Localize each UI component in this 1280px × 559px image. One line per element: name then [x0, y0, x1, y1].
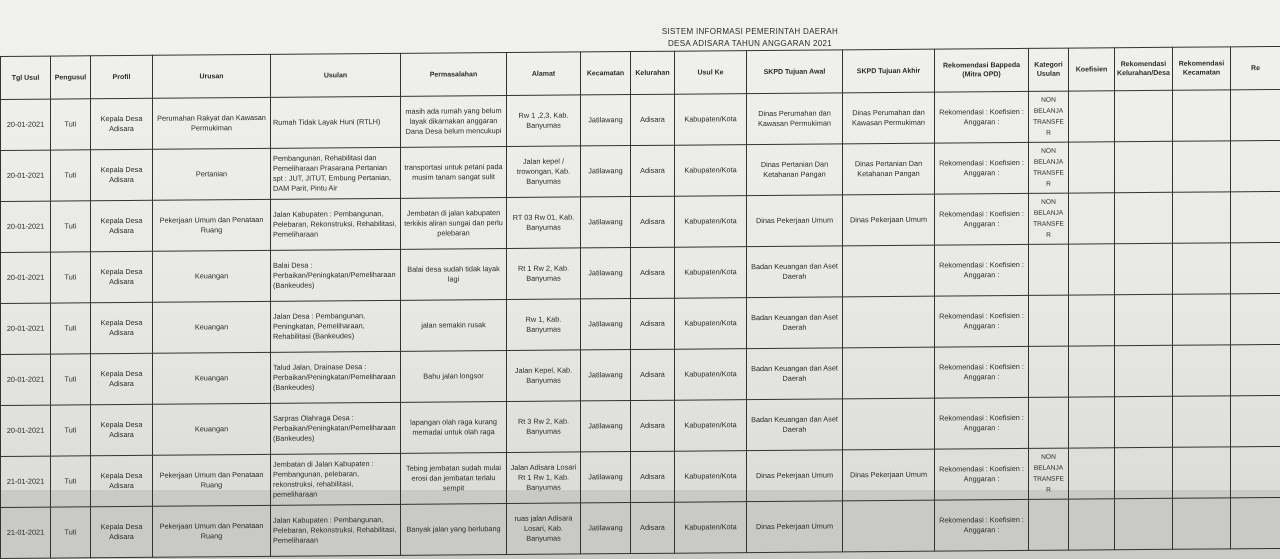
table-cell: Adisara — [631, 247, 675, 298]
table-cell: Jatilawang — [581, 503, 631, 554]
column-header: Rekomendasi Kelurahan/Desa — [1115, 47, 1173, 90]
table-cell: Keuangan — [153, 250, 271, 302]
table-cell: Adisara — [631, 502, 675, 553]
table-cell — [1231, 89, 1280, 140]
table-cell: Pekerjaan Umum dan Penataan Ruang — [153, 505, 271, 557]
table-cell: NON BELANJA TRANSFER — [1029, 193, 1069, 244]
table-cell: Adisara — [631, 298, 675, 349]
table-cell — [1069, 295, 1115, 346]
table-cell: Tuti — [51, 456, 91, 507]
column-header: Tgl Usul — [1, 56, 51, 99]
table-cell: Kepala Desa Adisara — [91, 455, 153, 506]
table-cell — [1231, 446, 1280, 497]
table-cell: Kabupaten/Kota — [675, 196, 747, 248]
title-line-1: SISTEM INFORMASI PEMERINTAH DAERAH — [560, 26, 940, 38]
table-cell: Kabupaten/Kota — [675, 247, 747, 299]
table-cell: Pertanian — [153, 148, 271, 200]
table-cell — [843, 347, 935, 399]
table-cell: Jalan Desa : Pembangunan, Peningkatan, Pemeliharaan, Rehabilitasi (Bankeudes) — [271, 300, 401, 352]
table-cell: Adisara — [631, 400, 675, 451]
table-cell: 20-01-2021 — [1, 303, 51, 354]
table-cell: Rw 1 ,2,3, Kab. Banyumas — [507, 95, 581, 147]
table-cell: Badan Keuangan dan Aset Daerah — [747, 399, 843, 451]
table-cell: Kabupaten/Kota — [675, 298, 747, 350]
table-cell: 21-01-2021 — [1, 456, 51, 507]
table-cell: Adisara — [631, 196, 675, 247]
table-cell — [1173, 90, 1231, 141]
table-cell: Kabupaten/Kota — [675, 94, 747, 146]
table-cell: Jatilawang — [581, 95, 631, 146]
table-cell: Tuti — [51, 201, 91, 252]
table-cell: Adisara — [631, 145, 675, 196]
column-header: Usul Ke — [675, 51, 747, 95]
table-cell — [1029, 397, 1069, 448]
table-cell: lapangan olah raga kurang memadai untuk olah raga — [401, 402, 507, 454]
table-cell: Jalan Kabupaten : Pembangunan, Pelebaran, Rekonstruksi, Rehabilitasi, Pemeliharaan — [271, 504, 401, 556]
column-header: Rekomendasi Kecamatan — [1173, 47, 1231, 90]
table-cell: Rt 1 Rw 2, Kab. Banyumas — [507, 248, 581, 300]
table-cell: Jatilawang — [581, 299, 631, 350]
table-cell: Tebing jembatan sudah mulai erosi dan jembatan terlalu sempit — [401, 453, 507, 505]
table-cell — [1231, 497, 1280, 548]
table-cell: Rumah Tidak Layak Huni (RTLH) — [271, 96, 401, 148]
table-cell — [1173, 243, 1231, 294]
table-cell: Kepala Desa Adisara — [91, 200, 153, 251]
table-cell: Dinas Perumahan dan Kawasan Permukiman — [843, 92, 935, 144]
table-cell: Tuti — [51, 507, 91, 558]
table-cell — [1069, 499, 1115, 550]
table-cell: Tuti — [51, 405, 91, 456]
table-cell: NON BELANJA TRANSFER — [1029, 448, 1069, 499]
table-cell — [1069, 244, 1115, 295]
table-cell — [1115, 192, 1173, 243]
table-cell: Pembangunan, Rehabilitasi dan Pemeliharaan Prasarana Pertanian spt : JUT, JITUT, Embung Pertanian, DAM Parit, Pintu Air — [271, 147, 401, 199]
table-cell: Dinas Pertanian Dan Ketahanan Pangan — [843, 143, 935, 195]
table-cell: ruas jalan Adisara Losari, Kab. Banyumas — [507, 503, 581, 555]
table-cell — [1069, 142, 1115, 193]
table-cell: 20-01-2021 — [1, 201, 51, 252]
table-cell: Rekomendasi : Koefisien : Anggaran : — [935, 142, 1029, 194]
table-cell: 20-01-2021 — [1, 252, 51, 303]
table-cell: Dinas Pertanian Dan Ketahanan Pangan — [747, 144, 843, 196]
document-title — [560, 26, 940, 50]
table-cell — [1231, 242, 1280, 293]
table-cell — [1231, 293, 1280, 344]
table-cell: Rekomendasi : Koefisien : Anggaran : — [935, 448, 1029, 500]
table-body — [1, 89, 1280, 558]
table-cell: 20-01-2021 — [1, 99, 51, 150]
table-cell — [1173, 141, 1231, 192]
table-cell — [1029, 244, 1069, 295]
table-cell: 20-01-2021 — [1, 150, 51, 201]
table-cell: Keuangan — [153, 352, 271, 404]
table-cell — [1173, 294, 1231, 345]
column-header: Usulan — [271, 53, 401, 97]
column-header: Alamat — [507, 52, 581, 96]
table-cell: Rt 3 Rw 2, Kab. Banyumas — [507, 401, 581, 453]
table-cell — [1115, 243, 1173, 294]
column-header: SKPD Tujuan Akhir — [843, 49, 935, 93]
table-cell — [1115, 345, 1173, 396]
table-cell — [1231, 395, 1280, 446]
column-header: Kategori Usulan — [1029, 48, 1069, 91]
table-cell: Tuti — [51, 99, 91, 150]
column-header: Rekomendasi Bappeda (Mitra OPD) — [935, 48, 1029, 92]
table-cell: Kepala Desa Adisara — [91, 506, 153, 557]
table-cell: Keuangan — [153, 403, 271, 455]
table-cell: Kabupaten/Kota — [675, 502, 747, 554]
table-cell — [1115, 90, 1173, 141]
table-cell: Jalan Kepel, Kab. Banyumas — [507, 350, 581, 402]
table-cell: Kabupaten/Kota — [675, 349, 747, 401]
table-cell: Jalan kepel / trowongan, Kab. Banyumas — [507, 146, 581, 198]
table-cell: Kepala Desa Adisara — [91, 353, 153, 404]
table-cell: Banyak jalan yang berlubang — [401, 504, 507, 556]
column-header: Profil — [91, 55, 153, 98]
table-cell: Dinas Pekerjaan Umum — [747, 501, 843, 553]
column-header: Re — [1231, 46, 1280, 89]
table-cell — [1069, 91, 1115, 142]
table-cell — [843, 296, 935, 348]
table-cell: Kabupaten/Kota — [675, 400, 747, 452]
table-cell: Rekomendasi : Koefisien : Anggaran : — [935, 193, 1029, 245]
table-cell: Tuti — [51, 303, 91, 354]
table-cell: Balai desa sudah tidak layak lagi — [401, 249, 507, 301]
table-cell: Badan Keuangan dan Aset Daerah — [747, 348, 843, 400]
table-cell: Jalan Kabupaten : Pembangunan, Pelebaran, Rekonstruksi, Rehabilitasi, Pemeliharaan — [271, 198, 401, 250]
column-header: Koefisien — [1069, 48, 1115, 91]
table-cell — [1231, 140, 1280, 191]
table-cell: Perumahan Rakyat dan Kawasan Permukiman — [153, 97, 271, 149]
table-cell: Badan Keuangan dan Aset Daerah — [747, 297, 843, 349]
table-cell: Jatilawang — [581, 197, 631, 248]
table-cell — [1069, 397, 1115, 448]
table-cell: Talud Jalan, Drainase Desa : Perbaikan/Peningkatan/Pemeliharaan (Bankeudes) — [271, 351, 401, 403]
table-cell: Rekomendasi : Koefisien : Anggaran : — [935, 91, 1029, 143]
table-cell — [1115, 447, 1173, 498]
table-cell — [1173, 447, 1231, 498]
table-cell — [1115, 396, 1173, 447]
table-cell: NON BELANJA TRANSFER — [1029, 91, 1069, 142]
proposal-table-wrapper — [0, 46, 1280, 559]
table-cell: Jatilawang — [581, 350, 631, 401]
column-header: Permasalahan — [401, 53, 507, 97]
table-cell: Kepala Desa Adisara — [91, 98, 153, 149]
table-cell: Dinas Perumahan dan Kawasan Permukiman — [747, 93, 843, 145]
table-cell: Rekomendasi : Koefisien : Anggaran : — [935, 499, 1029, 551]
column-header: Urusan — [153, 54, 271, 98]
table-cell: Jembatan di Jalan Kabupaten : Pembangunan, pelebaran, rekonstruksi, rehabilitasi, pemeliharaan — [271, 453, 401, 505]
table-cell: Jalan Adisara Losari Rt 1 Rw 1, Kab. Banyumas — [507, 452, 581, 504]
table-cell — [1115, 294, 1173, 345]
table-cell: Jatilawang — [581, 248, 631, 299]
table-cell: RT 03 Rw 01, Kab. Banyumas — [507, 197, 581, 249]
table-cell: Rekomendasi : Koefisien : Anggaran : — [935, 244, 1029, 296]
table-cell: Keuangan — [153, 301, 271, 353]
table-cell: masih ada rumah yang belum layak dikarnakan anggaran Dana Desa belum mencukupi — [401, 96, 507, 148]
table-cell: Jembatan di jalan kabupaten terkikis aliran sungai dan perlu pelebaran — [401, 198, 507, 250]
table-cell: Kepala Desa Adisara — [91, 404, 153, 455]
table-cell — [1115, 141, 1173, 192]
table-cell — [1029, 295, 1069, 346]
table-cell: Rekomendasi : Koefisien : Anggaran : — [935, 397, 1029, 449]
table-cell: Adisara — [631, 451, 675, 502]
table-cell: Dinas Pekerjaan Umum — [747, 450, 843, 502]
table-cell: Tuti — [51, 252, 91, 303]
table-cell: Kepala Desa Adisara — [91, 251, 153, 302]
table-cell: Kabupaten/Kota — [675, 451, 747, 503]
table-cell: 20-01-2021 — [1, 405, 51, 456]
table-cell: transportasi untuk petani pada musim tanam sangat sulit — [401, 147, 507, 199]
table-cell — [1115, 498, 1173, 549]
table-cell: Rw 1, Kab. Banyumas — [507, 299, 581, 351]
table-cell — [1069, 448, 1115, 499]
table-cell — [1231, 344, 1280, 395]
title-line-2: DESA ADISARA TAHUN ANGGARAN 2021 — [560, 38, 940, 50]
table-cell — [1069, 346, 1115, 397]
table-cell — [1173, 498, 1231, 549]
table-cell: Badan Keuangan dan Aset Daerah — [747, 246, 843, 298]
table-cell: Kepala Desa Adisara — [91, 149, 153, 200]
table-cell: Kepala Desa Adisara — [91, 302, 153, 353]
table-cell: Bahu jalan longsor — [401, 351, 507, 403]
table-cell: Tuti — [51, 150, 91, 201]
table-cell: Adisara — [631, 349, 675, 400]
table-cell: Sarpras Olahraga Desa : Perbaikan/Peningkatan/Pemeliharaan (Bankeudes) — [271, 402, 401, 454]
table-cell — [843, 245, 935, 297]
table-cell: Adisara — [631, 94, 675, 145]
table-cell: Rekomendasi : Koefisien : Anggaran : — [935, 346, 1029, 398]
table-cell: NON BELANJA TRANSFER — [1029, 142, 1069, 193]
table-cell: jalan semakin rusak — [401, 300, 507, 352]
table-cell — [1173, 396, 1231, 447]
table-cell: Balai Desa : Perbaikan/Peningkatan/Pemeliharaan (Bankeudes) — [271, 249, 401, 301]
table-cell — [843, 500, 935, 552]
column-header: SKPD Tujuan Awal — [747, 50, 843, 94]
table-cell: Tuti — [51, 354, 91, 405]
table-cell: 21-01-2021 — [1, 507, 51, 558]
table-cell: Dinas Pekerjaan Umum — [843, 449, 935, 501]
column-header: Kecamatan — [581, 52, 631, 95]
column-header: Kelurahan — [631, 51, 675, 94]
table-cell — [843, 398, 935, 450]
table-cell: Jatilawang — [581, 146, 631, 197]
table-cell — [1173, 192, 1231, 243]
table-cell: Rekomendasi : Koefisien : Anggaran : — [935, 295, 1029, 347]
table-cell: Pekerjaan Umum dan Penataan Ruang — [153, 454, 271, 506]
table-cell: Jatilawang — [581, 401, 631, 452]
table-cell: Jatilawang — [581, 452, 631, 503]
table-cell: 20-01-2021 — [1, 354, 51, 405]
table-row — [1, 497, 1280, 558]
table-cell: Dinas Pekerjaan Umum — [747, 195, 843, 247]
table-cell: Dinas Pekerjaan Umum — [843, 194, 935, 246]
table-cell: Pekerjaan Umum dan Penataan Ruang — [153, 199, 271, 251]
table-cell — [1069, 193, 1115, 244]
table-cell — [1029, 346, 1069, 397]
proposal-table — [0, 46, 1280, 559]
table-cell — [1231, 191, 1280, 242]
table-cell — [1029, 499, 1069, 550]
column-header: Pengusul — [51, 56, 91, 99]
table-cell: Kabupaten/Kota — [675, 145, 747, 197]
table-cell — [1173, 345, 1231, 396]
